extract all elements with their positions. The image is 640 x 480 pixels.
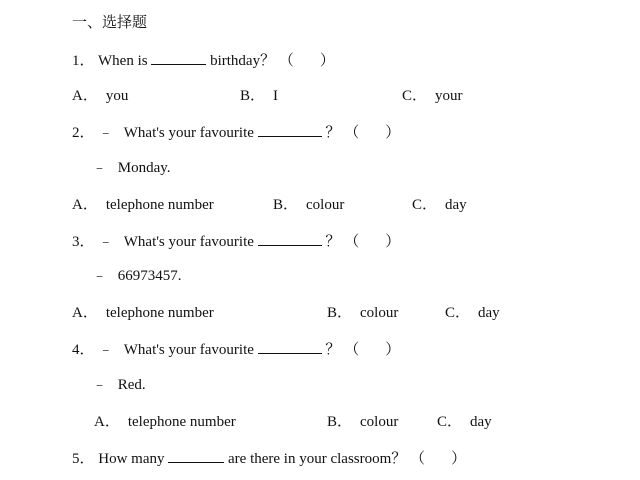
section-title: 一、选择题 (72, 13, 148, 31)
option-a[interactable]: A． telephone number (94, 414, 236, 430)
option-b[interactable]: B． colour (327, 305, 399, 321)
question-stem-before: What's your favourite (123, 125, 254, 141)
question-stem-before: When is (98, 53, 148, 69)
answer-blank[interactable] (258, 339, 322, 354)
option-b[interactable]: B． colour (273, 197, 345, 213)
dialogue-dash: ﹣ (92, 268, 108, 284)
question-number: 3． (72, 234, 95, 250)
answer-paren[interactable]: （ ） (410, 451, 467, 467)
question-stem-after: are there in your classroom？ (228, 451, 407, 467)
dialogue-dash: ﹣ (98, 342, 114, 358)
answer-blank[interactable] (151, 50, 206, 65)
question-stem-before: What's your favourite (123, 342, 254, 358)
dialogue-dash: ﹣ (92, 377, 108, 393)
option-a[interactable]: A． telephone number (72, 305, 214, 321)
answer-text: Monday. (117, 160, 171, 176)
question-5 (72, 448, 466, 468)
question-2 (72, 122, 400, 142)
dialogue-dash: ﹣ (98, 234, 114, 250)
answer-text: Red. (117, 377, 146, 393)
option-c[interactable]: C． day (412, 197, 467, 213)
answer-paren[interactable]: （ ） (278, 53, 335, 69)
dialogue-dash: ﹣ (92, 160, 108, 176)
question-number: 2． (72, 125, 95, 141)
dialogue-answer (92, 375, 146, 395)
question-stem-after: ？ (325, 234, 341, 250)
question-stem-after: birthday？ (210, 53, 276, 69)
answer-paren[interactable]: （ ） (344, 125, 401, 141)
dialogue-answer (92, 158, 171, 178)
question-stem-after: ？ (325, 342, 341, 358)
question-4 (72, 339, 400, 359)
option-b[interactable]: B． I (240, 88, 279, 104)
question-stem-before: How many (98, 451, 165, 467)
answer-text: 66973457. (117, 268, 182, 284)
question-number: 1． (72, 53, 95, 69)
answer-paren[interactable]: （ ） (344, 234, 401, 250)
option-c[interactable]: C． day (445, 305, 500, 321)
option-c[interactable]: C． your (402, 88, 463, 104)
dialogue-dash: ﹣ (98, 125, 114, 141)
question-number: 5． (72, 451, 95, 467)
question-stem-after: ？ (325, 125, 341, 141)
option-b[interactable]: B． colour (327, 414, 399, 430)
question-stem-before: What's your favourite (123, 234, 254, 250)
dialogue-answer (92, 266, 182, 286)
question-1 (72, 50, 335, 70)
answer-blank[interactable] (168, 448, 224, 463)
option-a[interactable]: A． you (72, 88, 129, 104)
option-a[interactable]: A． telephone number (72, 197, 214, 213)
answer-blank[interactable] (258, 231, 322, 246)
answer-blank[interactable] (258, 122, 322, 137)
answer-paren[interactable]: （ ） (344, 342, 401, 358)
question-3 (72, 231, 400, 251)
option-c[interactable]: C． day (437, 414, 492, 430)
question-number: 4． (72, 342, 95, 358)
